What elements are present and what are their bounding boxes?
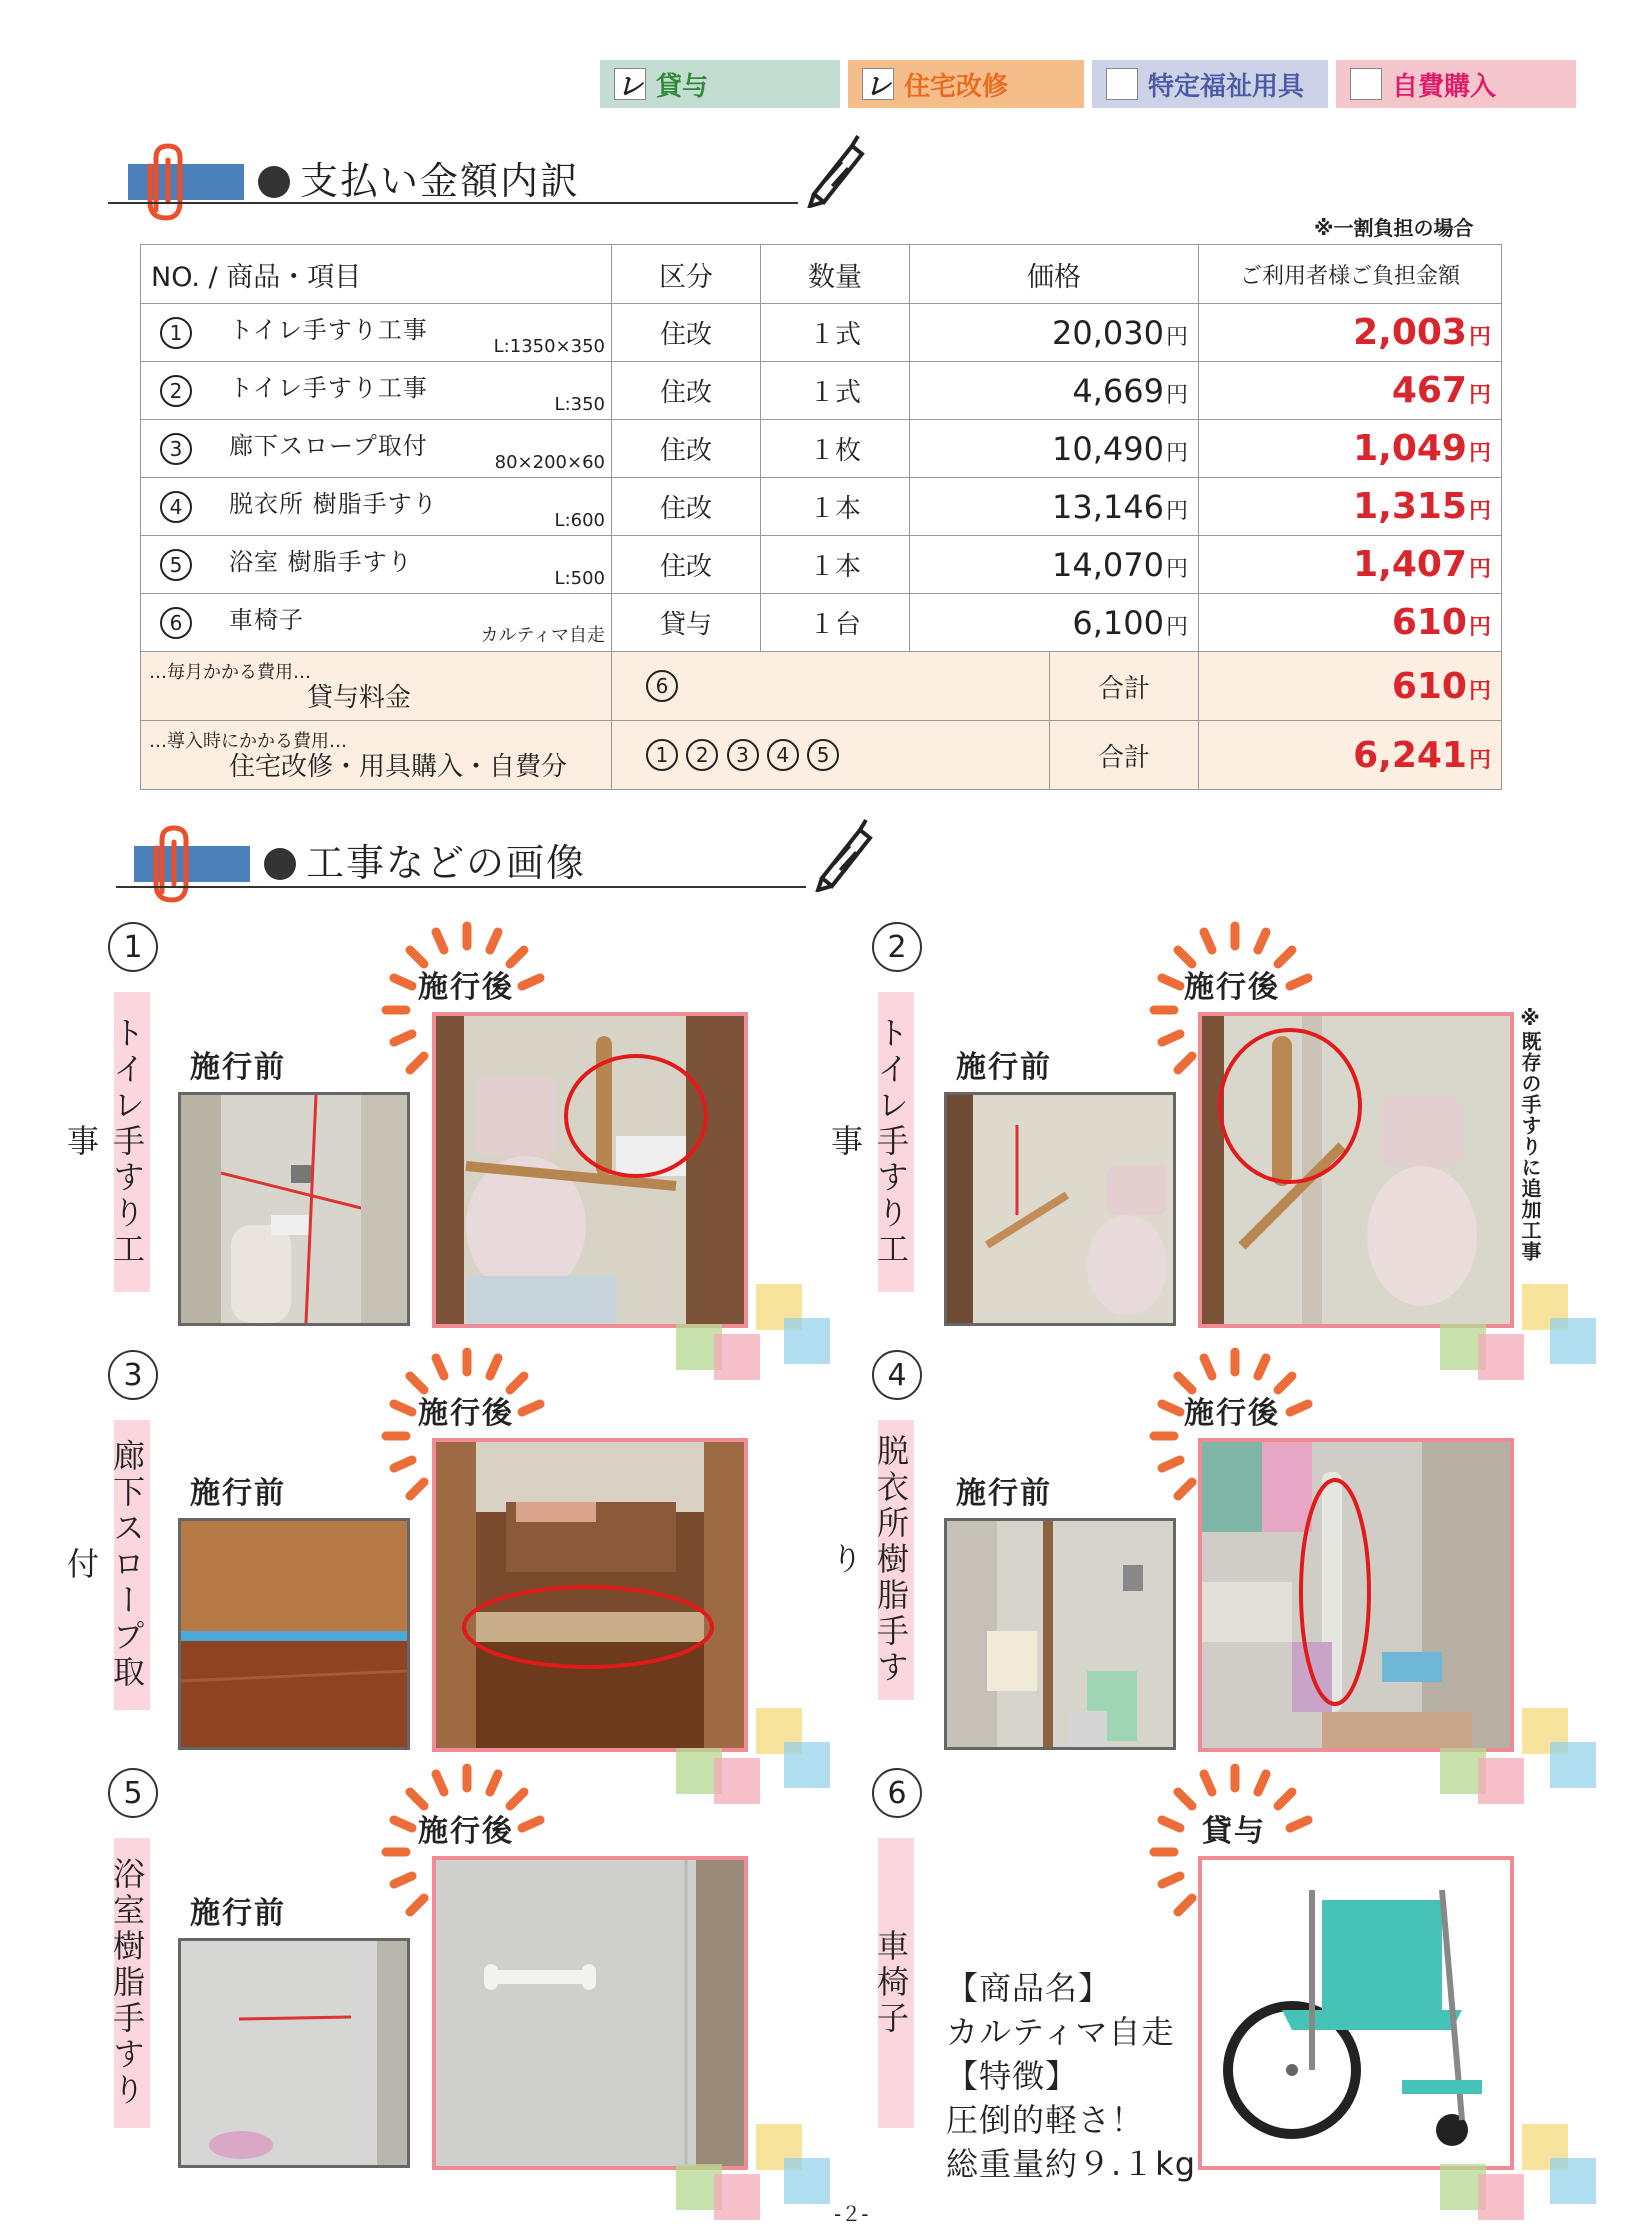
- summary-item-number: 1: [646, 739, 678, 771]
- before-photo: [944, 1518, 1176, 1750]
- header-price: 価格: [910, 245, 1199, 304]
- summary-row-initial: [141, 721, 1502, 790]
- section-title-photos: 工事などの画像: [264, 832, 586, 887]
- after-photo: [432, 1856, 748, 2170]
- item-price: 4,669: [1072, 371, 1164, 410]
- item-category: 貸与: [612, 594, 761, 652]
- block-number: 4: [872, 1350, 922, 1400]
- summary-total-label: 合計: [1050, 652, 1199, 721]
- item-price: 14,070: [1052, 545, 1164, 584]
- bullet-icon: [264, 848, 296, 880]
- deco-square: [714, 1758, 760, 1804]
- product-name-heading: 【商品名】: [946, 1969, 1112, 2007]
- yen-unit: 円: [1165, 556, 1188, 582]
- item-category: 住改: [612, 304, 761, 362]
- yen-unit: 円: [1468, 441, 1491, 466]
- block-number: 3: [108, 1350, 158, 1400]
- item-name: 浴室 樹脂手すり: [229, 548, 413, 576]
- rental-label: 貸与: [1202, 1814, 1266, 1849]
- item-burden: 610: [1391, 602, 1467, 643]
- item-spec: L:350: [554, 394, 605, 415]
- before-label: 施行前: [190, 1896, 286, 1931]
- after-label: 施行後: [418, 1396, 514, 1431]
- header-user-burden: ご利用者様ご負担金額: [1199, 245, 1502, 304]
- yen-unit: 円: [1165, 440, 1188, 466]
- yen-unit: 円: [1165, 324, 1188, 350]
- item-price: 13,146: [1052, 487, 1164, 526]
- yen-unit: 円: [1468, 747, 1491, 773]
- after-photo: [1198, 1438, 1514, 1752]
- checkbox: [1350, 68, 1382, 100]
- summary-caption: …毎月かかる費用…: [149, 662, 311, 683]
- table-header-row: [141, 245, 1502, 304]
- row-number: 2: [160, 375, 192, 407]
- block-title: 浴室樹脂手すり: [114, 1838, 150, 2128]
- item-quantity: １枚: [761, 420, 910, 478]
- before-photo: [178, 1092, 410, 1326]
- item-spec: L:500: [554, 568, 605, 589]
- table-row: [141, 304, 1502, 362]
- yen-unit: 円: [1468, 383, 1491, 408]
- item-name: トイレ手すり工事: [229, 374, 428, 402]
- feature-text: 圧倒的軽さ！: [946, 2101, 1145, 2139]
- feature-heading: 【特徴】: [946, 2057, 1079, 2095]
- item-burden: 1,315: [1353, 486, 1467, 527]
- item-quantity: １式: [761, 362, 910, 420]
- summary-item-number: 3: [727, 739, 759, 771]
- after-label: 施行後: [418, 1814, 514, 1849]
- deco-square: [1550, 1742, 1596, 1788]
- side-note: ※既存の手すりに追加工事: [1518, 1006, 1542, 1262]
- summary-caption: …導入時にかかる費用…: [149, 731, 347, 752]
- table-row: [141, 420, 1502, 478]
- summary-total-label: 合計: [1050, 721, 1199, 790]
- section-title-payment: 支払い金額内訳: [258, 150, 580, 205]
- block-title: 廊下スロープ取付: [114, 1420, 150, 1710]
- deco-square: [784, 1318, 830, 1364]
- item-price: 10,490: [1052, 429, 1164, 468]
- before-label: 施行前: [190, 1050, 286, 1085]
- summary-total: 6,241: [1353, 734, 1467, 776]
- item-name: 廊下スロープ取付: [229, 432, 428, 460]
- feature-weight: 総重量約９.１kg: [946, 2145, 1197, 2183]
- after-label: 施行後: [418, 970, 514, 1005]
- after-photo: [432, 1012, 748, 1328]
- table-row: [141, 594, 1502, 652]
- table-row: [141, 536, 1502, 594]
- item-spec: カルティマ自走: [480, 625, 605, 646]
- summary-total: 610: [1391, 665, 1467, 707]
- item-spec: L:1350×350: [493, 336, 605, 357]
- row-number: 6: [160, 607, 192, 639]
- tag-rental: [600, 60, 840, 108]
- item-name: 車椅子: [229, 606, 304, 634]
- tag-self-purchase: [1336, 60, 1576, 108]
- yen-unit: 円: [1468, 678, 1491, 704]
- item-quantity: １式: [761, 304, 910, 362]
- summary-item-number: 4: [767, 739, 799, 771]
- tag-label: 特定福祉用具: [1148, 71, 1305, 102]
- tag-label: 貸与: [656, 71, 709, 102]
- pen-icon: [808, 816, 878, 892]
- before-photo: [944, 1092, 1176, 1326]
- item-quantity: １台: [761, 594, 910, 652]
- deco-square: [714, 2174, 760, 2220]
- deco-square: [1550, 1318, 1596, 1364]
- after-label: 施行後: [1184, 1396, 1280, 1431]
- deco-square: [714, 1334, 760, 1380]
- yen-unit: 円: [1165, 614, 1188, 640]
- before-photo: [178, 1518, 410, 1750]
- item-price: 20,030: [1052, 313, 1164, 352]
- item-category: 住改: [612, 420, 761, 478]
- block-title: トイレ手すり工事: [878, 992, 914, 1292]
- payment-table: [140, 244, 1502, 790]
- block-title: トイレ手すり工事: [114, 992, 150, 1292]
- summary-item-number: 2: [686, 739, 718, 771]
- summary-label: 住宅改修・用具購入・自費分: [229, 752, 568, 782]
- item-burden: 1,049: [1353, 428, 1467, 469]
- deco-square: [1478, 1334, 1524, 1380]
- yen-unit: 円: [1468, 557, 1491, 582]
- after-photo: [1198, 1012, 1514, 1328]
- deco-square: [1478, 1758, 1524, 1804]
- header-quantity: 数量: [761, 245, 910, 304]
- table-row: [141, 478, 1502, 536]
- check-mark: レ: [862, 68, 894, 100]
- item-name: 脱衣所 樹脂手すり: [229, 490, 438, 518]
- pen-icon: [800, 132, 870, 208]
- yen-unit: 円: [1165, 382, 1188, 408]
- item-spec: L:600: [554, 510, 605, 531]
- item-category: 住改: [612, 362, 761, 420]
- paperclip-icon: [140, 140, 192, 224]
- after-label: 施行後: [1184, 970, 1280, 1005]
- deco-square: [1478, 2174, 1524, 2220]
- checkbox: [1106, 68, 1138, 100]
- page-number: -２-: [834, 2202, 869, 2226]
- summary-row-monthly: [141, 652, 1502, 721]
- yen-unit: 円: [1468, 499, 1491, 524]
- wheelchair-photo: [1198, 1856, 1514, 2170]
- bullet-icon: [258, 166, 290, 198]
- tag-welfare-equipment: [1092, 60, 1328, 108]
- row-number: 4: [160, 491, 192, 523]
- before-label: 施行前: [190, 1476, 286, 1511]
- tag-label: 自費購入: [1392, 71, 1497, 102]
- item-price: 6,100: [1072, 603, 1164, 642]
- summary-label: 貸与料金: [307, 683, 412, 713]
- yen-unit: 円: [1165, 498, 1188, 524]
- item-burden: 2,003: [1353, 312, 1467, 353]
- before-label: 施行前: [956, 1476, 1052, 1511]
- summary-item-number: 5: [807, 739, 839, 771]
- deco-square: [784, 1742, 830, 1788]
- table-row: [141, 362, 1502, 420]
- item-category: 住改: [612, 478, 761, 536]
- item-category: 住改: [612, 536, 761, 594]
- yen-unit: 円: [1468, 325, 1491, 350]
- item-burden: 1,407: [1353, 544, 1467, 585]
- deco-square: [1550, 2158, 1596, 2204]
- block-title: 車椅子: [878, 1838, 914, 2128]
- tag-home-renovation: [848, 60, 1084, 108]
- summary-item-number: 6: [646, 670, 678, 702]
- block-number: 5: [108, 1768, 158, 1818]
- after-photo: [432, 1438, 748, 1752]
- burden-note: ※一割負担の場合: [1314, 216, 1474, 240]
- block-number: 1: [108, 922, 158, 972]
- item-spec: 80×200×60: [494, 452, 605, 473]
- header-item: NO. / 商品・項目: [141, 245, 612, 304]
- paperclip-icon: [146, 822, 198, 906]
- block-number: 6: [872, 1768, 922, 1818]
- header-category: 区分: [612, 245, 761, 304]
- block-number: 2: [872, 922, 922, 972]
- yen-unit: 円: [1468, 615, 1491, 640]
- before-label: 施行前: [956, 1050, 1052, 1085]
- product-name: カルティマ自走: [946, 2013, 1175, 2051]
- block-title: 脱衣所樹脂手すり: [878, 1420, 914, 1700]
- row-number: 3: [160, 433, 192, 465]
- tag-label: 住宅改修: [904, 71, 1009, 102]
- item-quantity: １本: [761, 478, 910, 536]
- check-mark: レ: [614, 68, 646, 100]
- wheelchair-description: [946, 1966, 1196, 2186]
- row-number: 1: [160, 317, 192, 349]
- item-burden: 467: [1391, 370, 1467, 411]
- item-quantity: １本: [761, 536, 910, 594]
- item-name: トイレ手すり工事: [229, 316, 428, 344]
- row-number: 5: [160, 549, 192, 581]
- deco-square: [784, 2158, 830, 2204]
- before-photo: [178, 1938, 410, 2168]
